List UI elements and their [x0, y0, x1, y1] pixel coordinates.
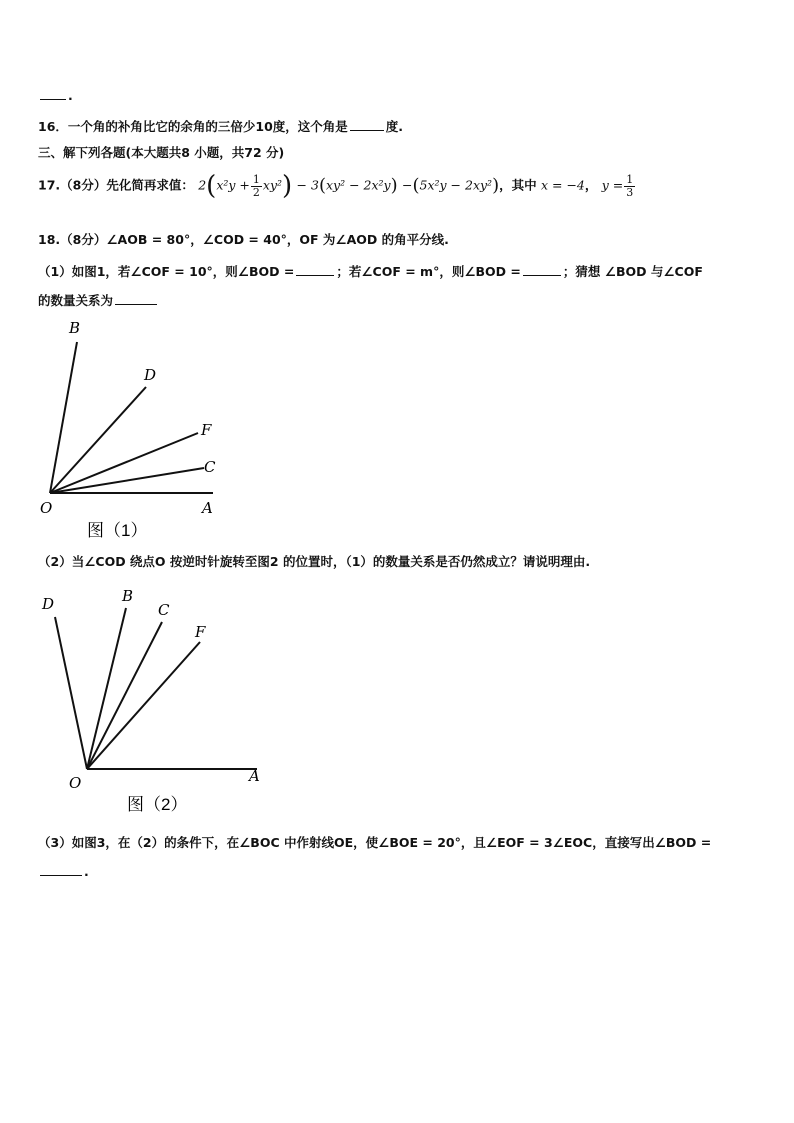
expr-part: − [401, 177, 413, 193]
paren-open: ( [412, 175, 420, 196]
label-o: O [40, 499, 53, 517]
expr-part: xy² − 2x²y [325, 177, 391, 193]
answer-blank [40, 874, 82, 876]
ray-of [87, 642, 200, 769]
question-17-prefix: 17.（8分）先化简再求值： [38, 177, 194, 193]
label-d: D [144, 366, 157, 384]
label-c: C [204, 458, 216, 476]
question-18-given-text: ∠AOB = 80°，∠COD = 40°，OF 为∠AOD 的角平分线. [106, 232, 449, 247]
expr-part: 5x²y − 2xy² [419, 177, 493, 193]
part-1-text-c: ；猜想 ∠BOD 与∠COF [562, 264, 703, 279]
expr-part: xy² [262, 177, 283, 193]
label-o: O [69, 774, 82, 792]
ray-oc [87, 622, 162, 769]
frac-num: 1 [626, 172, 634, 186]
paren-close: ) [492, 175, 500, 196]
label-a: A [202, 499, 213, 517]
label-d: D [42, 595, 55, 613]
label-b: B [122, 587, 134, 605]
figure-1-caption: 图（1） [87, 521, 148, 540]
question-16-text: 16．一个角的补角比它的余角的三倍少10度，这个角是 [38, 119, 348, 134]
paren-open: ( [206, 171, 217, 201]
paren-open: ( [318, 175, 326, 196]
frac-den: 2 [252, 185, 260, 199]
x-value: x = −4 [540, 177, 585, 193]
section-3-heading: 三、解下列各题(本大题共8 小题，共72 分) [38, 145, 285, 160]
y-lhs: y = [601, 177, 624, 193]
expr-part: 2 [198, 177, 207, 193]
part-1-text-d: 的数量关系为 [38, 293, 114, 308]
comma: ， [584, 177, 598, 193]
question-18-part-3-answer [38, 864, 89, 879]
label-a: A [249, 767, 260, 785]
part-2-text: （2）当∠COD 绕点O 按逆时针旋转至图2 的位置时，（1）的数量关系是否仍然成立？请说明理由. [38, 554, 591, 569]
ray-ob [87, 608, 126, 769]
paren-close: ) [390, 175, 398, 196]
label-b: B [69, 319, 81, 337]
frac-den: 3 [626, 185, 634, 199]
paren-close: ) [282, 171, 293, 201]
question-18-part-3 [38, 833, 711, 851]
part-1-text: （1）如图1，若∠COF = 10°，则∠BOD = [38, 264, 295, 279]
label-f: F [201, 421, 212, 439]
figure-2-caption: 图（2） [127, 795, 188, 814]
frac-num: 1 [252, 172, 260, 186]
expr-part: x²y + [216, 177, 250, 193]
question-18-prefix: 18.（8分） [38, 232, 107, 247]
ray-od [55, 617, 87, 769]
part-3-text: （3）如图3，在（2）的条件下，在∠BOC 中作射线OE，使∠BOE = 20°，且∠EOF = 3∠EOC，直接写出∠BOD = [38, 835, 712, 850]
period: . [84, 864, 89, 879]
label-f: F [195, 623, 206, 641]
question-16-end: 度. [385, 119, 404, 134]
part-1-text-b: ；若∠COF = m°，则∠BOD = [336, 264, 521, 279]
where-text: ，其中 [499, 177, 537, 193]
label-c: C [158, 601, 170, 619]
period: . [68, 88, 73, 103]
expr-part: − 3 [296, 177, 319, 193]
